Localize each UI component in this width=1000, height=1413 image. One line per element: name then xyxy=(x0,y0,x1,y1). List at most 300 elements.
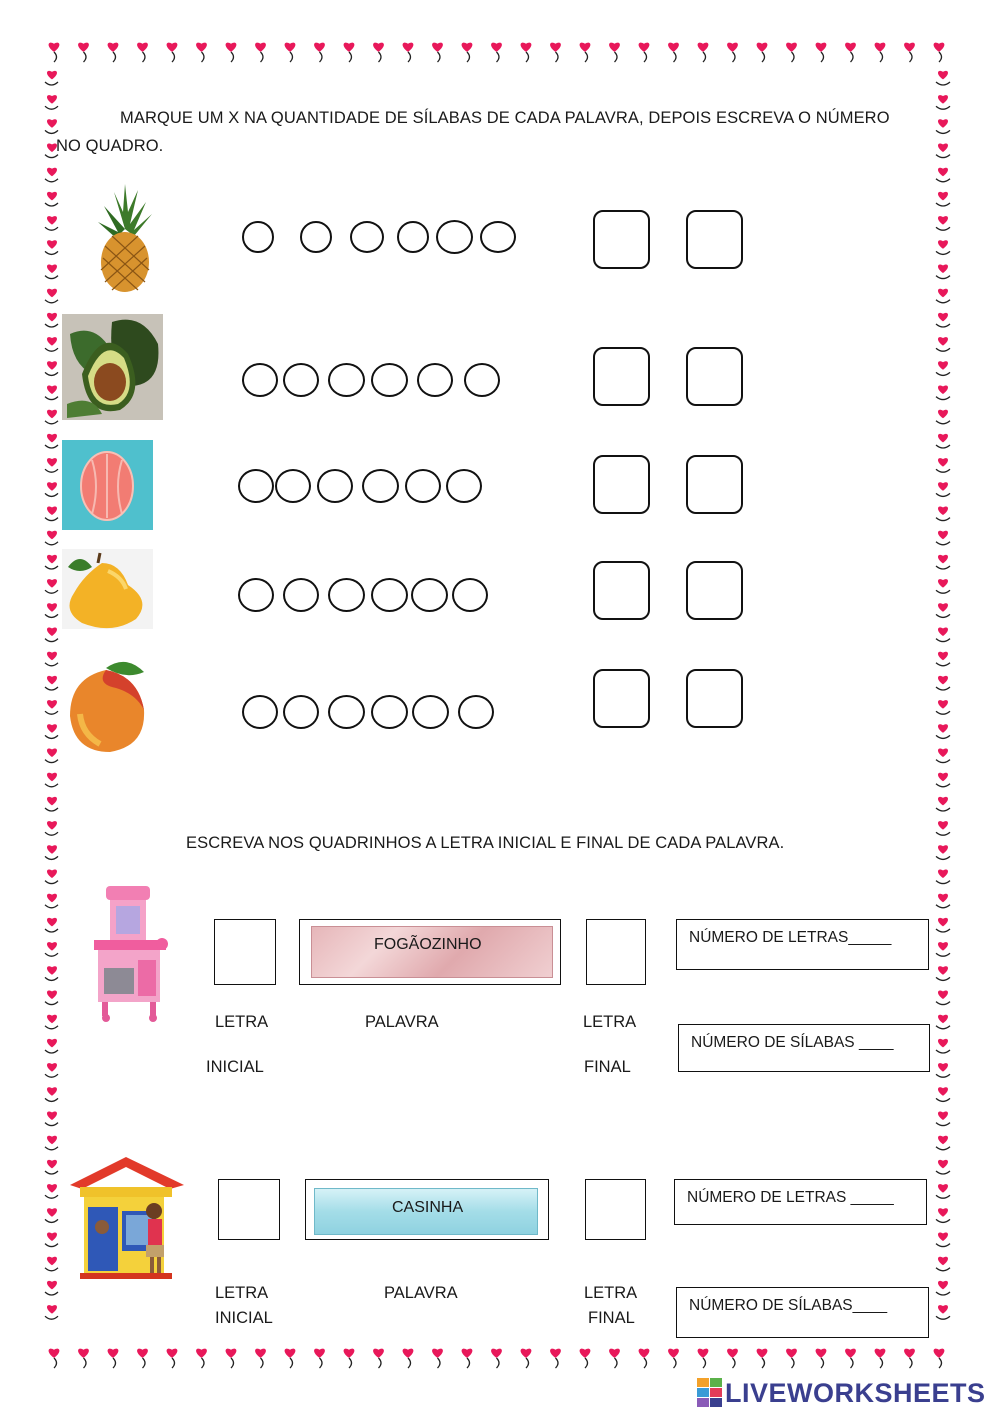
label-letra-final: LETRA xyxy=(584,1284,638,1302)
heart-icon xyxy=(403,43,414,52)
border-stem xyxy=(792,1358,795,1368)
syllable-circle[interactable] xyxy=(238,469,274,503)
heart-icon xyxy=(491,1349,502,1358)
heart-icon xyxy=(47,724,57,733)
heart-icon xyxy=(938,458,948,467)
syllable-circle[interactable] xyxy=(371,578,408,612)
heart-icon xyxy=(938,119,948,128)
heart-icon xyxy=(47,700,57,709)
initial-letter-box[interactable] xyxy=(218,1179,280,1240)
heart-icon xyxy=(938,216,948,225)
border-stem xyxy=(45,1002,58,1005)
border-stem xyxy=(762,52,765,62)
heart-icon xyxy=(344,43,355,52)
syllable-circle[interactable] xyxy=(362,469,399,503)
heart-icon xyxy=(47,748,57,757)
answer-box[interactable] xyxy=(686,455,743,514)
heart-icon xyxy=(47,337,57,346)
answer-box[interactable] xyxy=(593,669,650,728)
border-stem xyxy=(231,52,234,62)
border-stem xyxy=(202,52,205,62)
heart-icon xyxy=(47,990,57,999)
border-stem xyxy=(703,1358,706,1368)
heart-icon xyxy=(47,821,57,830)
syllable-circle[interactable] xyxy=(328,695,365,729)
heart-icon xyxy=(938,555,948,564)
border-stem xyxy=(936,203,950,206)
heart-icon xyxy=(786,1349,797,1358)
heart-icon xyxy=(938,676,948,685)
heart-icon xyxy=(550,1349,561,1358)
syllable-circle[interactable] xyxy=(436,220,473,254)
label-letra-initial: LETRA xyxy=(215,1284,269,1302)
heart-icon xyxy=(47,482,57,491)
heart-icon xyxy=(47,942,57,951)
answer-box[interactable] xyxy=(686,669,743,728)
border-stem xyxy=(936,82,950,85)
heart-icon xyxy=(462,1349,473,1358)
border-stem xyxy=(45,518,58,521)
border-stem xyxy=(45,1147,58,1150)
letters-count-box[interactable]: NÚMERO DE LETRAS_____ xyxy=(676,919,929,970)
label-final: FINAL xyxy=(584,1058,631,1076)
border-stem xyxy=(45,493,58,496)
heart-icon xyxy=(609,1349,620,1358)
liveworksheets-logo xyxy=(697,1376,986,1410)
border-stem xyxy=(851,52,854,62)
border-stem xyxy=(556,52,559,62)
heart-icon xyxy=(314,1349,325,1358)
border-stem xyxy=(733,1358,736,1368)
heart-icon xyxy=(904,1349,915,1358)
answer-box[interactable] xyxy=(593,347,650,406)
heart-icon xyxy=(698,43,709,52)
border-stem xyxy=(644,1358,647,1368)
border-stem xyxy=(936,1219,950,1222)
heart-icon xyxy=(47,240,57,249)
heart-icon xyxy=(938,1232,948,1241)
border-stem xyxy=(821,52,824,62)
heart-icon xyxy=(938,627,948,636)
border-stem xyxy=(45,566,58,569)
border-stem xyxy=(936,542,950,545)
heart-icon xyxy=(938,990,948,999)
heart-icon xyxy=(938,1087,948,1096)
heart-icon xyxy=(580,1349,591,1358)
heart-icon xyxy=(47,506,57,515)
border-stem xyxy=(45,1050,58,1053)
border-stem xyxy=(936,1074,950,1077)
heart-icon xyxy=(938,1136,948,1145)
heart-icon xyxy=(47,676,57,685)
heart-icon xyxy=(875,43,886,52)
border-stem xyxy=(45,832,58,835)
label-palavra: PALAVRA xyxy=(365,1013,439,1031)
border-stem xyxy=(143,52,146,62)
heart-icon xyxy=(757,1349,768,1358)
syllable-circle[interactable] xyxy=(464,363,500,397)
heart-icon xyxy=(47,797,57,806)
border-stem xyxy=(936,1195,950,1198)
heart-icon xyxy=(938,966,948,975)
heart-icon xyxy=(491,43,502,52)
border-stem xyxy=(349,52,352,62)
heart-icon xyxy=(938,506,948,515)
syllable-circle[interactable] xyxy=(283,695,319,729)
word-label xyxy=(314,1188,538,1235)
border-stem xyxy=(45,784,58,787)
border-stem xyxy=(733,52,736,62)
border-stem xyxy=(939,1358,942,1368)
border-stem xyxy=(936,856,950,859)
label-palavra: PALAVRA xyxy=(384,1284,458,1302)
border-stem xyxy=(936,493,950,496)
heart-icon xyxy=(47,289,57,298)
border-stem xyxy=(936,663,950,666)
border-stem xyxy=(936,590,950,593)
border-stem xyxy=(84,52,87,62)
syllable-circle[interactable] xyxy=(328,363,365,397)
answer-box[interactable] xyxy=(686,561,743,620)
border-stem xyxy=(45,1171,58,1174)
heart-icon xyxy=(938,1111,948,1120)
heart-icon xyxy=(47,458,57,467)
border-stem xyxy=(45,348,58,351)
border-stem xyxy=(438,52,441,62)
heart-icon xyxy=(49,43,60,52)
heart-icon xyxy=(938,1208,948,1217)
heart-icon xyxy=(108,1349,119,1358)
heart-icon xyxy=(137,1349,148,1358)
border-stem xyxy=(45,251,58,254)
border-stem xyxy=(556,1358,559,1368)
border-stem xyxy=(936,276,950,279)
heart-icon xyxy=(938,603,948,612)
heart-icon xyxy=(938,1160,948,1169)
syllable-circle[interactable] xyxy=(458,695,494,729)
avocado-image xyxy=(62,314,163,420)
heart-icon xyxy=(938,289,948,298)
heart-icon xyxy=(47,192,57,201)
border-stem xyxy=(762,1358,765,1368)
syllable-circle[interactable] xyxy=(371,363,408,397)
heart-icon xyxy=(47,434,57,443)
border-stem xyxy=(936,1098,950,1101)
border-stem xyxy=(45,1268,58,1271)
heart-icon xyxy=(226,1349,237,1358)
heart-icon xyxy=(47,1281,57,1290)
border-stem xyxy=(936,469,950,472)
final-letter-box[interactable] xyxy=(585,1179,646,1240)
border-stem xyxy=(45,106,58,109)
liveworksheets-logo-icon xyxy=(697,1378,723,1408)
border-stem xyxy=(936,300,950,303)
heart-icon xyxy=(47,1305,57,1314)
heart-icon xyxy=(403,1349,414,1358)
heart-icon xyxy=(938,773,948,782)
heart-icon xyxy=(904,43,915,52)
heart-icon xyxy=(47,555,57,564)
heart-icon xyxy=(938,869,948,878)
syllable-circle[interactable] xyxy=(411,578,448,612)
heart-icon xyxy=(698,1349,709,1358)
heart-icon xyxy=(137,43,148,52)
border-stem xyxy=(851,1358,854,1368)
border-stem xyxy=(438,1358,441,1368)
border-stem xyxy=(615,52,618,62)
border-stem xyxy=(910,1358,913,1368)
pear-image xyxy=(62,549,153,629)
heart-icon xyxy=(938,821,948,830)
heart-icon xyxy=(47,1184,57,1193)
border-stem xyxy=(45,1195,58,1198)
border-stem xyxy=(936,1123,950,1126)
heart-icon xyxy=(373,1349,384,1358)
heart-icon xyxy=(47,1208,57,1217)
border-stem xyxy=(45,421,58,424)
heart-icon xyxy=(938,95,948,104)
heart-icon xyxy=(462,43,473,52)
heart-icon xyxy=(47,361,57,370)
heart-icon xyxy=(47,894,57,903)
border-stem xyxy=(615,1358,618,1368)
border-stem xyxy=(45,1316,58,1319)
border-stem xyxy=(231,1358,234,1368)
heart-icon xyxy=(938,652,948,661)
heart-icon xyxy=(521,43,532,52)
border-stem xyxy=(936,1002,950,1005)
letters-count-box[interactable]: NÚMERO DE LETRAS _____ xyxy=(674,1179,927,1225)
answer-box[interactable] xyxy=(686,210,743,269)
border-stem xyxy=(202,1358,205,1368)
heart-icon xyxy=(47,1257,57,1266)
heart-icon xyxy=(938,1039,948,1048)
syllable-circle[interactable] xyxy=(275,469,311,503)
heart-icon xyxy=(938,918,948,927)
border-stem xyxy=(45,542,58,545)
syllable-circle[interactable] xyxy=(242,695,278,729)
syllable-circle[interactable] xyxy=(412,695,449,729)
heart-icon xyxy=(727,1349,738,1358)
heart-icon xyxy=(47,264,57,273)
border-stem xyxy=(45,469,58,472)
border-stem xyxy=(45,590,58,593)
heart-icon xyxy=(285,43,296,52)
syllable-circle[interactable] xyxy=(417,363,453,397)
label-final: FINAL xyxy=(588,1309,635,1327)
border-stem xyxy=(936,1316,950,1319)
heart-icon xyxy=(938,724,948,733)
border-stem xyxy=(467,52,470,62)
border-stem xyxy=(45,1292,58,1295)
syllable-circle[interactable] xyxy=(283,578,319,612)
heart-icon xyxy=(196,1349,207,1358)
heart-icon xyxy=(47,410,57,419)
syllable-circle[interactable] xyxy=(480,221,516,253)
heart-icon xyxy=(938,748,948,757)
answer-box[interactable] xyxy=(593,561,650,620)
answer-box[interactable] xyxy=(686,347,743,406)
border-stem xyxy=(320,52,323,62)
heart-icon xyxy=(226,43,237,52)
heart-icon xyxy=(845,43,856,52)
border-stem xyxy=(936,324,950,327)
border-stem xyxy=(936,421,950,424)
syllable-circle[interactable] xyxy=(371,695,408,729)
heart-icon xyxy=(49,1349,60,1358)
border-stem xyxy=(936,348,950,351)
heart-icon xyxy=(47,652,57,661)
border-stem xyxy=(880,52,883,62)
heart-icon xyxy=(432,43,443,52)
border-stem xyxy=(497,52,500,62)
border-stem xyxy=(84,1358,87,1368)
heart-icon xyxy=(938,1063,948,1072)
label-inicial: INICIAL xyxy=(206,1058,264,1076)
heart-icon xyxy=(47,531,57,540)
border-stem xyxy=(45,372,58,375)
heart-icon xyxy=(314,43,325,52)
border-stem xyxy=(936,1147,950,1150)
syllable-circle[interactable] xyxy=(317,469,353,503)
border-stem xyxy=(45,276,58,279)
heart-icon xyxy=(344,1349,355,1358)
border-stem xyxy=(936,251,950,254)
border-stem xyxy=(45,614,58,617)
border-stem xyxy=(936,1026,950,1029)
heart-icon xyxy=(47,579,57,588)
instruction-letters: ESCREVA NOS QUADRINHOS A LETRA INICIAL E FINAL DE CADA PALAVRA. xyxy=(186,834,785,852)
border-stem xyxy=(172,1358,175,1368)
border-stem xyxy=(936,518,950,521)
syllable-circle[interactable] xyxy=(283,363,319,397)
border-stem xyxy=(792,52,795,62)
heart-icon xyxy=(580,43,591,52)
border-stem xyxy=(936,760,950,763)
syllable-circle[interactable] xyxy=(446,469,482,503)
heart-icon xyxy=(938,264,948,273)
border-stem xyxy=(45,300,58,303)
syllable-circle[interactable] xyxy=(242,221,274,253)
border-stem xyxy=(45,856,58,859)
heart-icon xyxy=(938,143,948,152)
border-stem xyxy=(674,1358,677,1368)
heart-icon xyxy=(78,1349,89,1358)
heart-icon xyxy=(550,43,561,52)
heart-icon xyxy=(255,43,266,52)
border-stem xyxy=(703,52,706,62)
border-stem xyxy=(143,1358,146,1368)
heart-icon xyxy=(47,869,57,878)
toy-kitchen-image xyxy=(86,882,174,1024)
border-stem xyxy=(261,1358,264,1368)
border-stem xyxy=(936,784,950,787)
grapefruit-image xyxy=(62,440,153,530)
border-stem xyxy=(45,1074,58,1077)
heart-icon xyxy=(47,603,57,612)
border-stem xyxy=(45,1098,58,1101)
heart-icon xyxy=(938,337,948,346)
heart-icon xyxy=(938,797,948,806)
border-stem xyxy=(45,953,58,956)
border-stem xyxy=(320,1358,323,1368)
heart-icon xyxy=(47,1232,57,1241)
border-stem xyxy=(821,1358,824,1368)
border-stem xyxy=(379,1358,382,1368)
heart-icon xyxy=(938,531,948,540)
syllable-circle[interactable] xyxy=(238,578,274,612)
final-letter-box[interactable] xyxy=(586,919,646,985)
syllable-circle[interactable] xyxy=(328,578,365,612)
heart-icon xyxy=(938,1015,948,1024)
syllables-count-box[interactable]: NÚMERO DE SÍLABAS ____ xyxy=(678,1024,930,1072)
border-stem xyxy=(936,808,950,811)
heart-icon xyxy=(727,43,738,52)
heart-icon xyxy=(934,43,945,52)
instruction-syllables-line2: NO QUADRO. xyxy=(56,137,164,155)
syllable-circle[interactable] xyxy=(397,221,429,253)
border-stem xyxy=(45,203,58,206)
syllable-circle[interactable] xyxy=(452,578,488,612)
border-stem xyxy=(45,324,58,327)
border-stem xyxy=(113,52,116,62)
liveworksheets-logo-text: LIVEWORKSHEETS xyxy=(725,1377,986,1408)
syllable-circle[interactable] xyxy=(405,469,441,503)
heart-icon xyxy=(78,43,89,52)
border-stem xyxy=(45,1244,58,1247)
label-letra-initial: LETRA xyxy=(215,1013,269,1031)
answer-box[interactable] xyxy=(593,210,650,269)
heart-icon xyxy=(938,579,948,588)
heart-icon xyxy=(609,43,620,52)
heart-icon xyxy=(938,1184,948,1193)
border-stem xyxy=(45,881,58,884)
border-stem xyxy=(45,397,58,400)
heart-icon xyxy=(938,894,948,903)
syllable-circle[interactable] xyxy=(242,363,278,397)
heart-icon xyxy=(47,119,57,128)
border-stem xyxy=(674,52,677,62)
heart-icon xyxy=(47,1063,57,1072)
border-stem xyxy=(936,1050,950,1053)
border-stem xyxy=(936,711,950,714)
heart-icon xyxy=(167,1349,178,1358)
heart-icon xyxy=(816,43,827,52)
border-stem xyxy=(497,1358,500,1368)
heart-icon xyxy=(47,918,57,927)
heart-icon xyxy=(373,43,384,52)
border-stem xyxy=(261,52,264,62)
border-stem xyxy=(880,1358,883,1368)
syllable-circle[interactable] xyxy=(350,221,384,253)
syllable-circle[interactable] xyxy=(300,221,332,253)
border-stem xyxy=(45,905,58,908)
border-stem xyxy=(379,52,382,62)
border-stem xyxy=(45,82,58,85)
heart-icon xyxy=(47,1111,57,1120)
answer-box[interactable] xyxy=(593,455,650,514)
border-stem xyxy=(45,687,58,690)
border-stem xyxy=(45,179,58,182)
border-stem xyxy=(936,881,950,884)
syllables-count-box[interactable]: NÚMERO DE SÍLABAS____ xyxy=(676,1287,929,1338)
heart-icon xyxy=(938,1257,948,1266)
initial-letter-box[interactable] xyxy=(214,919,276,985)
heart-icon xyxy=(938,168,948,177)
border-stem xyxy=(45,711,58,714)
border-stem xyxy=(936,130,950,133)
heart-icon xyxy=(639,43,650,52)
